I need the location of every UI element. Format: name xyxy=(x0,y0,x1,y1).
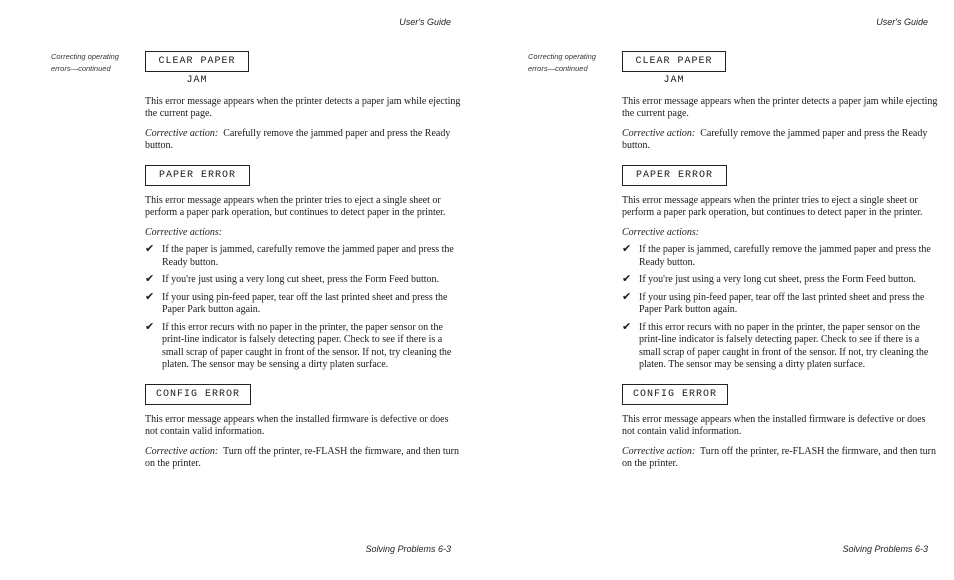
checkmark-icon: ✔ xyxy=(622,242,632,255)
side-note-line: errors—continued xyxy=(528,64,588,73)
lcd-message-paper-error: PAPER ERROR xyxy=(622,165,727,186)
running-head: User's Guide xyxy=(876,17,928,27)
corrective-action-label: Corrective action: xyxy=(145,127,219,139)
corrective-action-text: Carefully remove the jammed paper and press the Ready button. xyxy=(145,127,451,151)
lcd-message-config-error: CONFIG ERROR xyxy=(622,384,728,405)
checkmark-icon: ✔ xyxy=(622,289,632,303)
checkmark-icon: ✔ xyxy=(622,319,632,333)
checkmark-icon: ✔ xyxy=(145,272,155,285)
page-content xyxy=(145,51,463,471)
corrective-action-text: Turn off the printer, re-FLASH the firmware, and then turn on the printer. xyxy=(622,445,936,469)
corrective-action-text: Carefully remove the jammed paper and press the Ready button. xyxy=(622,127,928,151)
corrective-actions-label xyxy=(145,227,463,240)
page-folio: Solving Problems 6-3 xyxy=(842,544,928,554)
checkmark-icon: ✔ xyxy=(145,319,155,333)
corrective-actions-list xyxy=(145,244,463,372)
corrective-actions-list xyxy=(622,244,940,372)
checkmark-icon: ✔ xyxy=(145,242,155,255)
corrective-action xyxy=(145,128,463,153)
list-item-text: If you're just using a very long cut sheet, press the Form Feed button. xyxy=(162,274,440,285)
list-item xyxy=(145,319,463,372)
lcd-message-config-error: CONFIG ERROR xyxy=(145,384,251,405)
corrective-actions-heading: Corrective actions: xyxy=(145,226,223,238)
checkmark-icon: ✔ xyxy=(622,272,632,285)
corrective-actions-heading: Corrective actions: xyxy=(622,226,700,238)
list-item-text: If this error recurs with no paper in the printer, the paper sensor on the print-line indicator is falsely detecting paper. Check to see if there is a small scrap of paper caught in front of the sensor. If not, try cleaning the platen. The sensor may be sensing a dirty platen surface. xyxy=(639,321,929,370)
list-item xyxy=(145,289,463,317)
section-description: This error message appears when the installed firmware is defective or does not contain valid information. xyxy=(622,413,926,437)
side-note-line: Correcting operating xyxy=(51,52,119,61)
list-item-text: If your using pin-feed paper, tear off the last printed sheet and press the Paper Park button again. xyxy=(162,291,448,315)
section-description: This error message appears when the printer tries to eject a single sheet or perform a paper park operation, but continues to detect paper in the printer. xyxy=(145,194,446,218)
page-folio: Solving Problems 6-3 xyxy=(365,544,451,554)
list-item xyxy=(622,274,940,287)
lcd-message-clear-paper-jam: CLEAR PAPER JAM xyxy=(622,51,726,72)
section-description: This error message appears when the installed firmware is defective or does not contain valid information. xyxy=(145,413,449,437)
corrective-action xyxy=(622,446,940,471)
list-item xyxy=(145,274,463,287)
running-head: User's Guide xyxy=(399,17,451,27)
list-item-text: If you're just using a very long cut sheet, press the Form Feed button. xyxy=(639,274,917,285)
side-note-line: Correcting operating xyxy=(528,52,596,61)
page-content xyxy=(622,51,940,471)
list-item-text: If the paper is jammed, carefully remove the jammed paper and press the Ready button. xyxy=(639,244,931,268)
list-item xyxy=(145,244,463,269)
side-note-line: errors—continued xyxy=(51,64,111,73)
corrective-action-label: Corrective action: xyxy=(622,127,696,139)
list-item xyxy=(622,319,940,372)
list-item-text: If your using pin-feed paper, tear off the last printed sheet and press the Paper Park button again. xyxy=(639,291,925,315)
corrective-action-label: Corrective action: xyxy=(622,445,696,457)
side-note xyxy=(528,51,618,75)
corrective-action-text: Turn off the printer, re-FLASH the firmware, and then turn on the printer. xyxy=(145,445,459,469)
list-item xyxy=(622,289,940,317)
lcd-message-clear-paper-jam: CLEAR PAPER JAM xyxy=(145,51,249,72)
checkmark-icon: ✔ xyxy=(145,289,155,303)
right-page xyxy=(477,0,954,580)
list-item-text: If the paper is jammed, carefully remove the jammed paper and press the Ready button. xyxy=(162,244,454,268)
section-description: This error message appears when the printer detects a paper jam while ejecting the current page. xyxy=(145,95,461,119)
section-description: This error message appears when the printer tries to eject a single sheet or perform a paper park operation, but continues to detect paper in the printer. xyxy=(622,194,923,218)
corrective-action xyxy=(622,128,940,153)
corrective-action-label: Corrective action: xyxy=(145,445,219,457)
lcd-message-paper-error: PAPER ERROR xyxy=(145,165,250,186)
section-description: This error message appears when the printer detects a paper jam while ejecting the current page. xyxy=(622,95,938,119)
corrective-actions-label xyxy=(622,227,940,240)
list-item-text: If this error recurs with no paper in the printer, the paper sensor on the print-line indicator is falsely detecting paper. Check to see if there is a small scrap of paper caught in front of the sensor. If not, try cleaning the platen. The sensor may be sensing a dirty platen surface. xyxy=(162,321,452,370)
side-note xyxy=(51,51,141,75)
list-item xyxy=(622,244,940,269)
corrective-action xyxy=(145,446,463,471)
